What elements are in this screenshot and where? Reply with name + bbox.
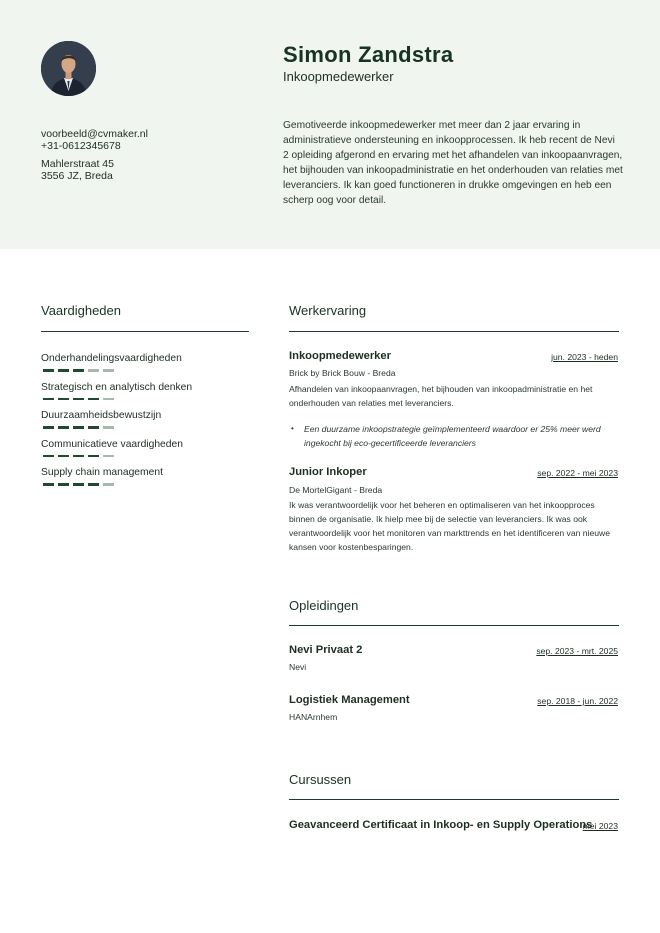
course-title: Geavanceerd Certificaat in Inkoop- en Supply Operations — [289, 819, 593, 831]
skill-item — [41, 409, 251, 438]
skill-dot-filled — [88, 398, 99, 401]
experience-divider — [289, 331, 619, 332]
contact-block — [41, 128, 148, 182]
skill-dot-filled — [88, 426, 99, 429]
experience-company: De MortelGigant - Breda — [289, 485, 383, 495]
skill-dot-filled — [43, 426, 54, 429]
skill-dot-filled — [73, 369, 84, 372]
experience-date: sep. 2022 - mei 2023 — [537, 468, 618, 478]
experience-title: Inkoopmedewerker — [289, 350, 391, 362]
contact-email[interactable]: voorbeeld@cvmaker.nl — [41, 128, 148, 140]
skill-dot-filled — [73, 455, 84, 458]
skill-level — [43, 426, 251, 429]
experience-title: Junior Inkoper — [289, 466, 367, 478]
education-date: sep. 2018 - jun. 2022 — [537, 696, 618, 706]
skill-dot-filled — [43, 398, 54, 401]
education-divider — [289, 625, 619, 626]
skill-dot-empty — [103, 426, 114, 429]
skill-level — [43, 369, 251, 372]
skill-name: Supply chain management — [41, 467, 163, 478]
education-date: sep. 2023 - mrt. 2025 — [536, 646, 618, 656]
education-institution: Nevi — [289, 662, 307, 672]
skill-item — [41, 466, 251, 495]
skill-item — [41, 381, 251, 410]
skill-dot-filled — [73, 426, 84, 429]
skill-item — [41, 438, 251, 467]
course-date: mei 2023 — [582, 821, 618, 831]
avatar — [41, 41, 96, 96]
skill-name: Onderhandelingsvaardigheden — [41, 353, 182, 364]
bullet-icon: • — [291, 424, 294, 433]
skills-divider — [41, 331, 249, 332]
skill-dot-filled — [73, 398, 84, 401]
education-institution: HANArnhem — [289, 712, 338, 722]
courses-heading: Cursussen — [289, 772, 352, 787]
skill-dot-filled — [58, 398, 69, 401]
skills-heading: Vaardigheden — [41, 303, 121, 318]
skill-item — [41, 352, 251, 381]
skill-level — [43, 483, 251, 486]
candidate-name: Simon Zandstra — [283, 42, 454, 67]
courses-divider — [289, 799, 619, 800]
skill-dot-filled — [58, 455, 69, 458]
contact-city: 3556 JZ, Breda — [41, 170, 113, 182]
skill-dot-empty — [103, 369, 114, 372]
skill-dot-empty — [103, 455, 114, 458]
experience-achievement: Een duurzame inkoopstrategie geïmplementeerd waardoor er 25% meer werd ingekocht bij eco-gecertificeerde leveranciers — [304, 424, 601, 448]
experience-description: Ik was verantwoordelijk voor het beheren en optimaliseren van het inkoopproces binnen de organisatie. Ik hielp mee bij de selectie van leveranciers. Ik was ook verantwoordelijk voor het monitoren van markttrends en het identificeren van nieuwe kansen voor kostenbesparingen. — [289, 500, 611, 552]
skill-level — [43, 455, 251, 458]
skill-dot-filled — [43, 483, 54, 486]
skill-dot-filled — [73, 483, 84, 486]
skill-dot-filled — [58, 369, 69, 372]
header-panel — [0, 0, 660, 249]
experience-description: Afhandelen van inkoopaanvragen, het bijhouden van inkoopadministratie en het onderhouden van relaties met leveranciers. — [289, 384, 593, 408]
candidate-job-title: Inkoopmedewerker — [283, 69, 394, 84]
skill-dot-filled — [58, 426, 69, 429]
skill-name: Strategisch en analytisch denken — [41, 381, 193, 393]
profile-summary: Gemotiveerde inkoopmedewerker met meer dan 2 jaar ervaring in administratieve ondersteuning en inkoopprocessen. Ik heb recent de Nevi 2 opleiding afgerond en ervaring met het afhandelen van inkoopaanvragen, het bijhouden van inkoopadministratie en het onderhouden van relaties met leveranciers. Ik kan goed functioneren in drukke omgevingen en heb een scherp oog voor detail. — [283, 120, 623, 206]
skill-dot-empty — [88, 369, 99, 372]
skill-name: Duurzaamheidsbewustzijn — [41, 410, 162, 421]
education-title: Logistiek Management — [289, 694, 410, 706]
skill-level — [43, 398, 251, 401]
education-title: Nevi Privaat 2 — [289, 644, 363, 656]
skill-dot-empty — [103, 398, 114, 401]
skills-list — [41, 352, 251, 495]
contact-street: Mahlerstraat 45 — [41, 158, 114, 170]
skill-dot-filled — [43, 369, 54, 372]
skill-name: Communicatieve vaardigheden — [41, 438, 183, 450]
contact-phone[interactable]: +31-0612345678 — [41, 140, 121, 152]
experience-date: jun. 2023 - heden — [551, 352, 618, 362]
skill-dot-empty — [103, 483, 114, 486]
person-photo-icon — [41, 41, 96, 96]
education-heading: Opleidingen — [289, 598, 359, 613]
experience-heading: Werkervaring — [289, 303, 367, 318]
skill-dot-filled — [43, 455, 54, 458]
skill-dot-filled — [58, 483, 69, 486]
skill-dot-filled — [88, 455, 99, 458]
experience-company: Brick by Brick Bouw - Breda — [289, 368, 396, 378]
skill-dot-filled — [88, 483, 99, 486]
